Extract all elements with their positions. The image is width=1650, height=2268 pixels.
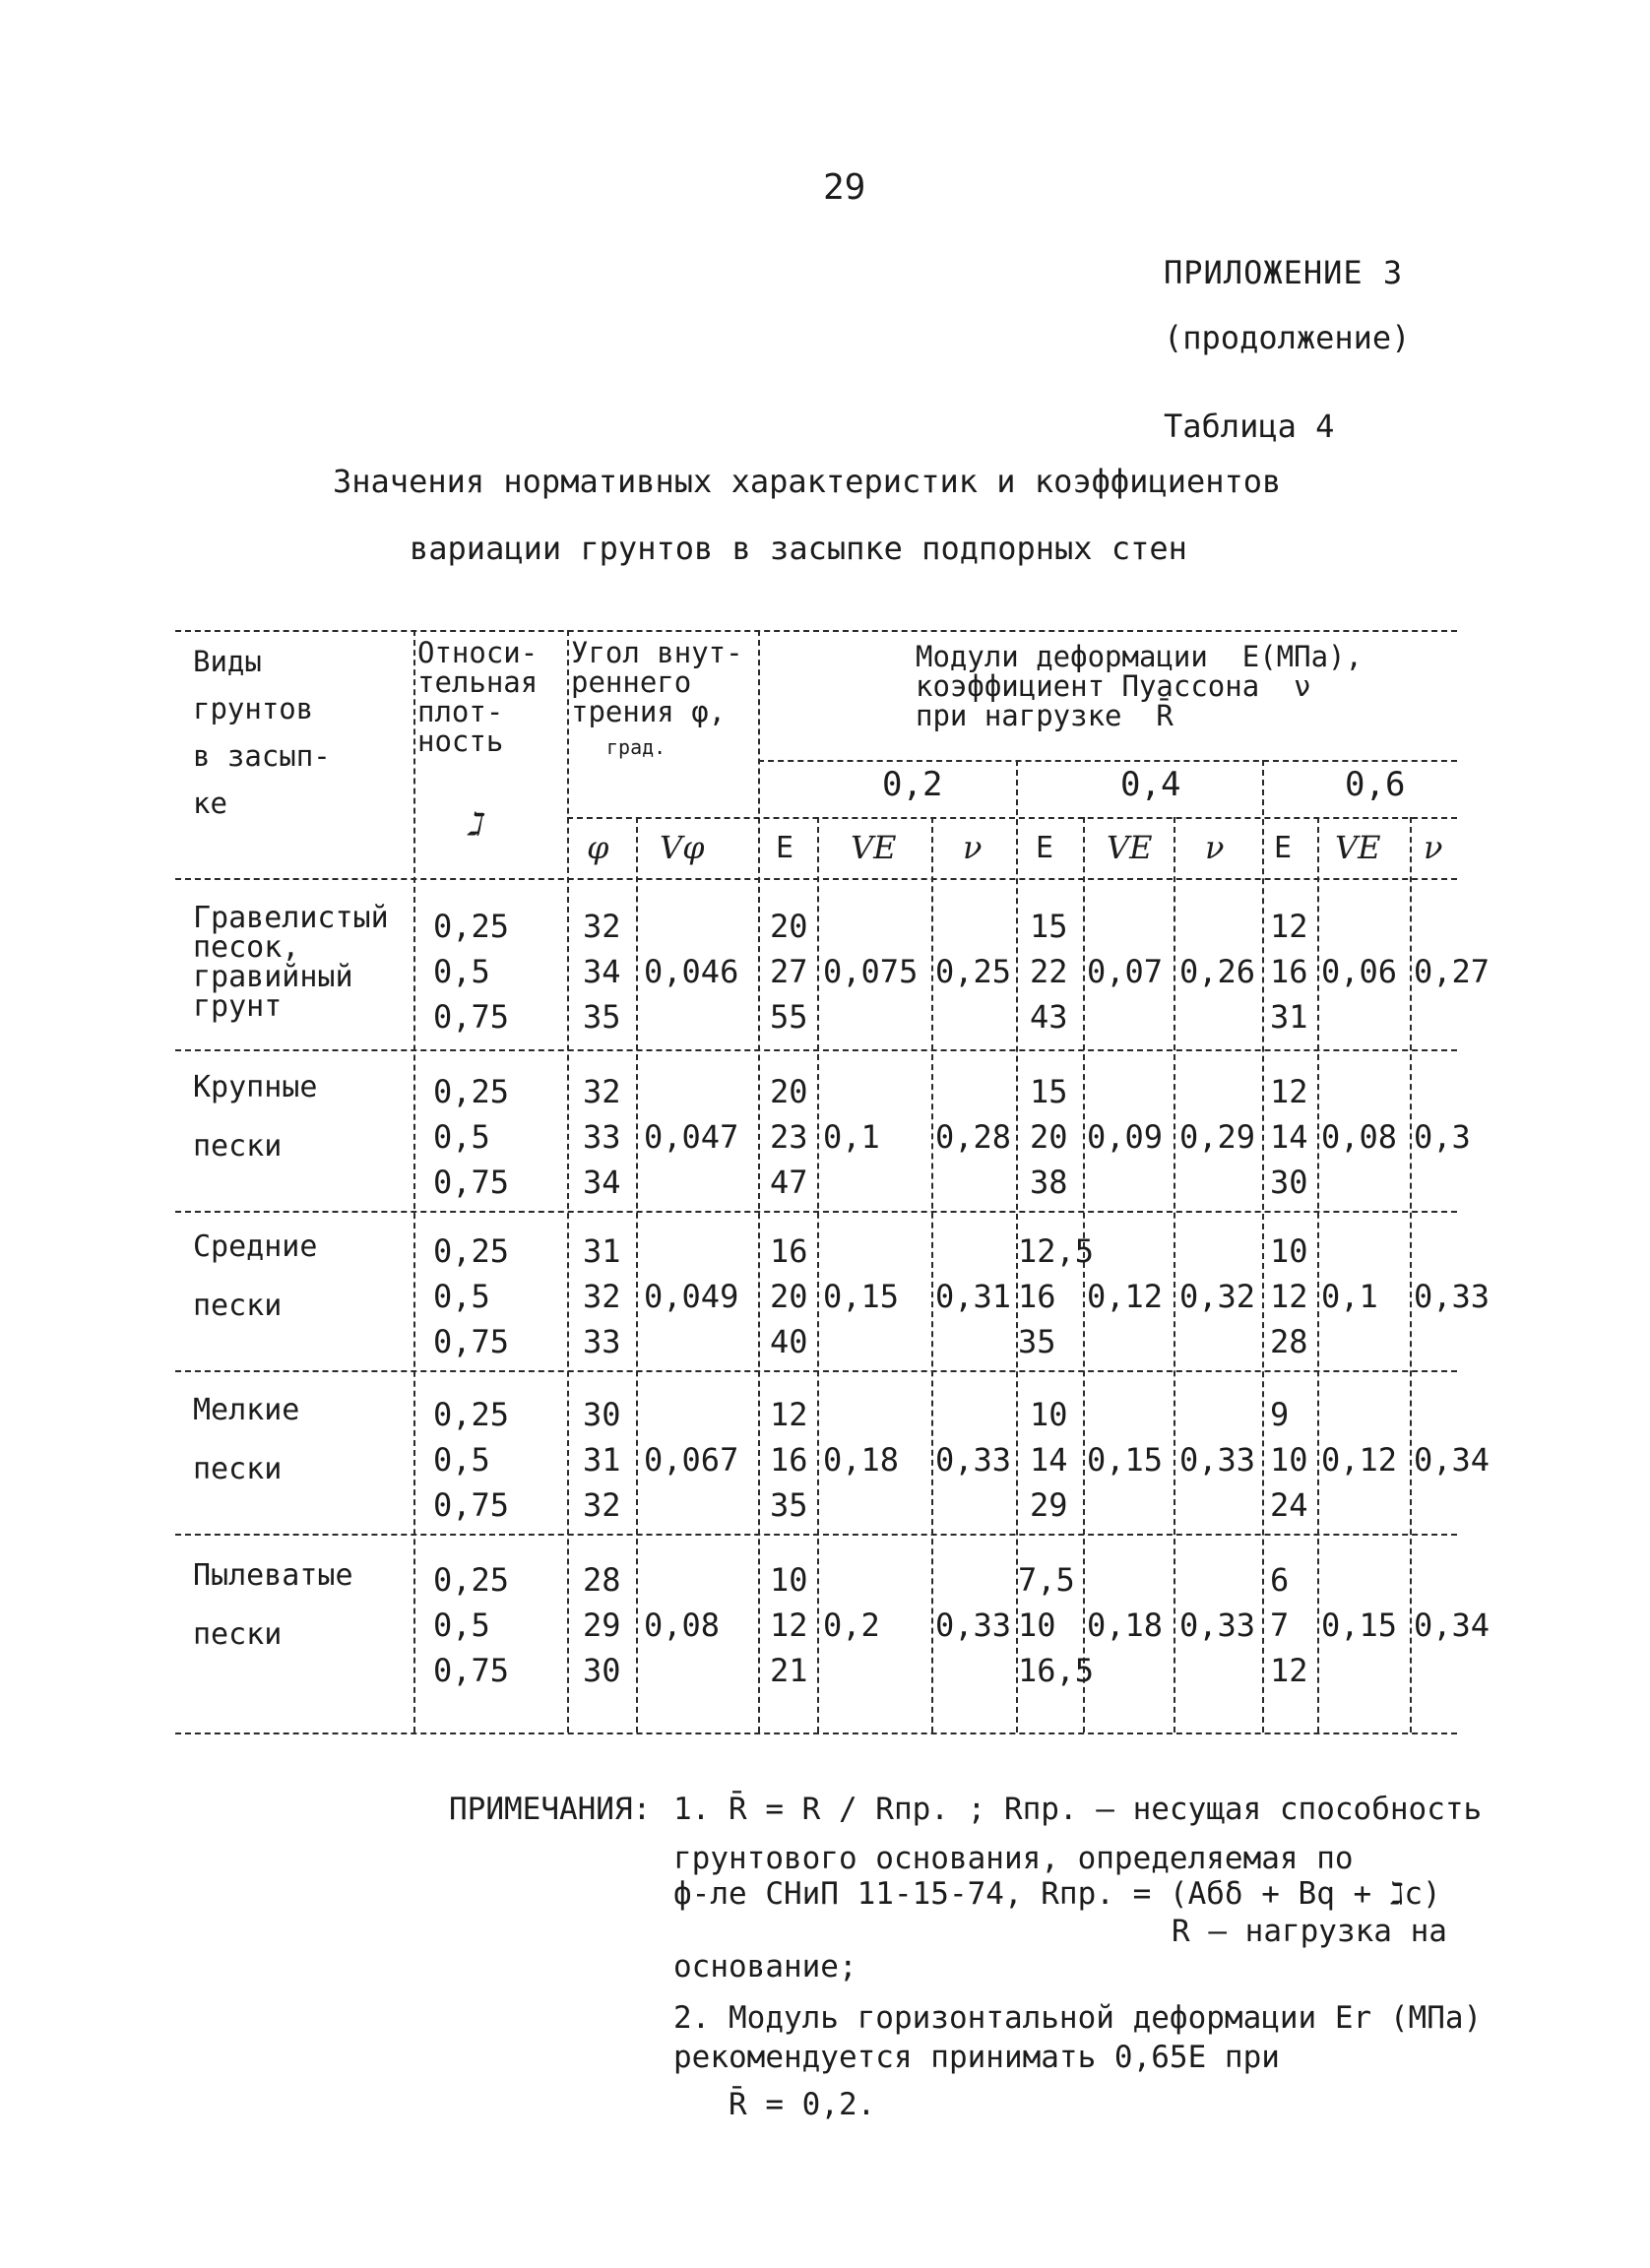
row-divider: [175, 1211, 1457, 1213]
note-2-line-2: рекомендуется принимать 0,65E при: [673, 2040, 1280, 2075]
nu04-value: 0,33: [1179, 1441, 1256, 1479]
subheader-e-0.4: E: [1036, 831, 1054, 865]
e04-values: 7,5 10 16,5: [1018, 1561, 1095, 1689]
header-density-symbol: ℷ: [467, 805, 481, 843]
col-divider: [1174, 817, 1175, 1732]
header-load-0.2: 0,2: [882, 765, 943, 804]
e02-values: 12 16 35: [770, 1396, 808, 1524]
subheader-nu-0.4: ν: [1205, 829, 1225, 866]
header-bottom-rule: [175, 878, 1457, 880]
header-soil-type: Виды грунтов в засып- ке: [193, 645, 331, 820]
e02-values: 16 20 40: [770, 1232, 808, 1360]
nu06-value: 0,33: [1414, 1278, 1491, 1315]
row-divider: [175, 1049, 1457, 1051]
ve02-value: 0,1: [823, 1118, 880, 1156]
ve02-value: 0,2: [823, 1606, 880, 1644]
v-phi-value: 0,049: [644, 1278, 739, 1315]
col-divider: [567, 630, 569, 1732]
note-1-line-5: основание;: [673, 1949, 857, 1984]
col-divider: [817, 817, 819, 1732]
notes-label: ПРИМЕЧАНИЯ:: [449, 1792, 652, 1827]
col-divider: [758, 630, 760, 1732]
e04-values: 15 20 38: [1030, 1073, 1068, 1201]
ve06-value: 0,12: [1321, 1441, 1398, 1479]
ve06-value: 0,15: [1321, 1606, 1398, 1644]
v-phi-value: 0,046: [644, 953, 739, 990]
table-label: Таблица 4: [1164, 408, 1335, 445]
nu04-value: 0,29: [1179, 1118, 1256, 1156]
v-phi-value: 0,047: [644, 1118, 739, 1156]
soil-name: Гравелистый песок, гравийный грунт: [193, 901, 389, 1024]
col-divider: [931, 817, 933, 1732]
subheader-ve-0.2: VE: [851, 829, 897, 866]
phi-values: 31 32 33: [583, 1232, 621, 1360]
subheader-rule: [567, 817, 1457, 819]
header-load-0.4: 0,4: [1120, 765, 1181, 804]
e02-values: 20 23 47: [770, 1073, 808, 1201]
phi-values: 30 31 32: [583, 1396, 621, 1524]
ve04-value: 0,07: [1087, 953, 1164, 990]
header-load-0.6: 0,6: [1345, 765, 1406, 804]
note-2-line-1: 2. Модуль горизонтальной деформации Er (МПа): [673, 2000, 1483, 2036]
header-modulus: Модули деформации E(МПа), коэффициент Пуассона ν при нагрузке R̄: [916, 640, 1363, 732]
nu06-value: 0,3: [1414, 1118, 1471, 1156]
subheader-nu-0.2: ν: [963, 829, 983, 866]
density-values: 0,25 0,5 0,75: [433, 1396, 510, 1524]
e04-values: 10 14 29: [1030, 1396, 1068, 1524]
subheader-e-0.2: E: [776, 831, 794, 865]
ve04-value: 0,15: [1087, 1441, 1164, 1479]
col-divider: [413, 630, 415, 1732]
subheader-ve-0.6: VE: [1335, 829, 1381, 866]
ve06-value: 0,1: [1321, 1278, 1378, 1315]
phi-values: 28 29 30: [583, 1561, 621, 1689]
nu04-value: 0,26: [1179, 953, 1256, 990]
col-divider: [636, 817, 638, 1732]
subheader-v-phi: Vφ: [660, 829, 705, 866]
col-divider: [1317, 817, 1319, 1732]
load-row-rule: [758, 760, 1457, 762]
header-density: Относи- тельная плот- ность: [417, 636, 539, 758]
ve06-value: 0,06: [1321, 953, 1398, 990]
table-caption-line-2: вариации грунтов в засыпке подпорных стен: [410, 530, 1187, 567]
nu04-value: 0,33: [1179, 1606, 1256, 1644]
subheader-nu-0.6: ν: [1424, 829, 1443, 866]
ve04-value: 0,09: [1087, 1118, 1164, 1156]
ve02-value: 0,18: [823, 1441, 900, 1479]
density-values: 0,25 0,5 0,75: [433, 1232, 510, 1360]
note-1-line-3: ф-ле СНиП 11-15-74, Rпр. = (Aбδ + Bq + ℷc): [673, 1876, 1441, 1912]
phi-values: 32 33 34: [583, 1073, 621, 1201]
header-friction-unit: град.: [606, 735, 666, 759]
phi-values: 32 34 35: [583, 908, 621, 1036]
appendix-title: ПРИЛОЖЕНИЕ 3: [1164, 254, 1404, 291]
v-phi-value: 0,08: [644, 1606, 721, 1644]
note-1-line-2: грунтового основания, определяемая по: [673, 1841, 1354, 1876]
e06-values: 12 16 31: [1270, 908, 1308, 1036]
v-phi-value: 0,067: [644, 1441, 739, 1479]
soil-name: Мелкие пески: [193, 1393, 300, 1486]
row-divider: [175, 1534, 1457, 1536]
nu06-value: 0,27: [1414, 953, 1491, 990]
note-1-line-4: R – нагрузка на: [1172, 1914, 1447, 1949]
note-2-line-3: R̄ = 0,2.: [729, 2087, 876, 2122]
nu02-value: 0,33: [935, 1441, 1012, 1479]
table-top-rule: [175, 630, 1457, 632]
density-values: 0,25 0,5 0,75: [433, 1561, 510, 1689]
table-bottom-rule: [175, 1732, 1457, 1734]
header-friction-angle: Угол внут- реннего трения φ,: [571, 636, 743, 728]
e06-values: 12 14 30: [1270, 1073, 1308, 1201]
subheader-e-0.6: E: [1274, 831, 1293, 865]
e02-values: 20 27 55: [770, 908, 808, 1036]
table-caption-line-1: Значения нормативных характеристик и коэффициентов: [333, 463, 1282, 500]
soil-name: Крупные пески: [193, 1070, 318, 1164]
row-divider: [175, 1370, 1457, 1372]
ve04-value: 0,18: [1087, 1606, 1164, 1644]
e04-values: 12,5 16 35: [1018, 1232, 1095, 1360]
nu06-value: 0,34: [1414, 1606, 1491, 1644]
e06-values: 6 7 12: [1270, 1561, 1308, 1689]
density-values: 0,25 0,5 0,75: [433, 908, 510, 1036]
ve02-value: 0,075: [823, 953, 919, 990]
nu02-value: 0,28: [935, 1118, 1012, 1156]
subheader-ve-0.4: VE: [1107, 829, 1153, 866]
col-divider: [1262, 760, 1264, 1732]
col-divider: [1410, 817, 1412, 1732]
nu04-value: 0,32: [1179, 1278, 1256, 1315]
nu02-value: 0,33: [935, 1606, 1012, 1644]
soil-name: Пылеватые пески: [193, 1558, 353, 1652]
e02-values: 10 12 21: [770, 1561, 808, 1689]
page-number: 29: [823, 167, 866, 208]
ve06-value: 0,08: [1321, 1118, 1398, 1156]
soil-name: Средние пески: [193, 1229, 318, 1323]
ve04-value: 0,12: [1087, 1278, 1164, 1315]
e06-values: 9 10 24: [1270, 1396, 1308, 1524]
note-1-line-1: 1. R̄ = R / Rпр. ; Rпр. – несущая способность: [673, 1792, 1483, 1827]
appendix-continuation: (продолжение): [1164, 319, 1411, 356]
e04-values: 15 22 43: [1030, 908, 1068, 1036]
e06-values: 10 12 28: [1270, 1232, 1308, 1360]
subheader-phi: φ: [587, 829, 609, 866]
nu02-value: 0,31: [935, 1278, 1012, 1315]
nu02-value: 0,25: [935, 953, 1012, 990]
nu06-value: 0,34: [1414, 1441, 1491, 1479]
density-values: 0,25 0,5 0,75: [433, 1073, 510, 1201]
ve02-value: 0,15: [823, 1278, 900, 1315]
